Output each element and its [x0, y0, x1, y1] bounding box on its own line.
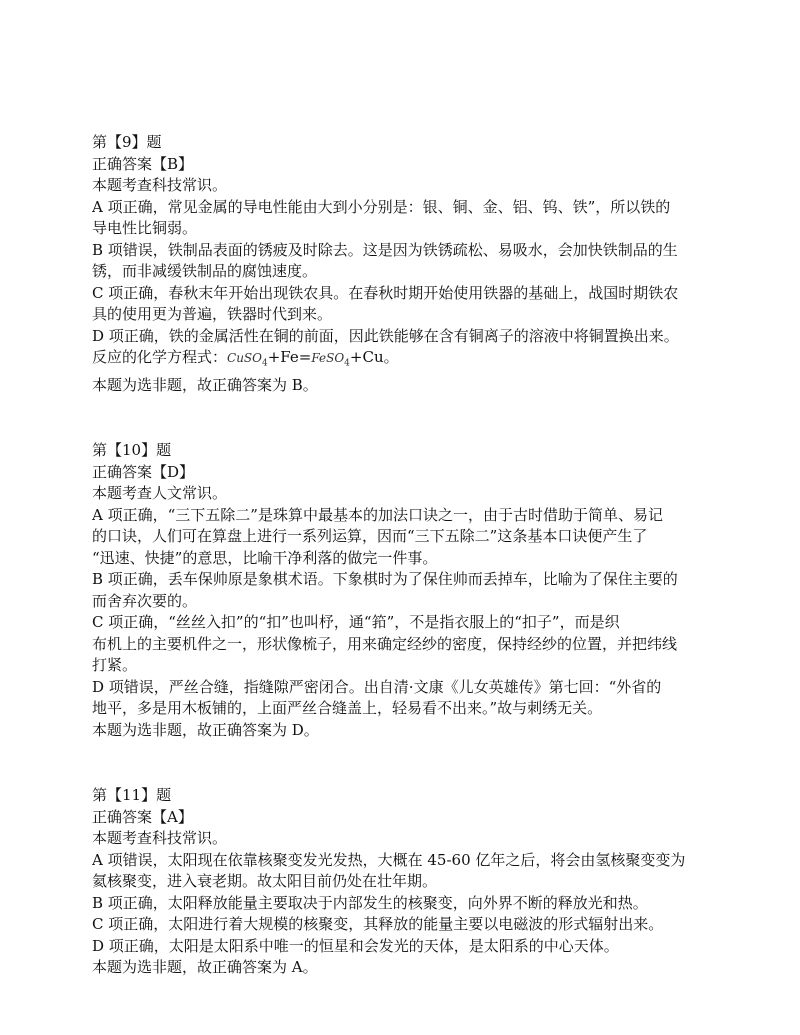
explanation-line: C 项正确，“丝丝入扣”的“扣”也叫杼，通“筘”，不是指衣服上的“扣子”，而是织 [92, 613, 620, 632]
explanation-line: 本题考查科技常识。 [92, 829, 228, 848]
explanation-line: C 项正确，春秋末年开始出现铁农具。在春秋时期开始使用铁器的基础上，战国时期铁农 [92, 283, 679, 302]
explanation-line: A 项正确，“三下五除二”是珠算中最基本的加法口诀之一，由于古时借助于简单、易记 [92, 505, 663, 524]
explanation-line: A 项错误，太阳现在依靠核聚变发光发热，大概在 45-60 亿年之后，将会由氢核聚变变为 [92, 850, 686, 869]
explanation-line: 而舍弃次要的。 [92, 591, 198, 610]
explanation-line: 锈，而非减缓铁制品的腐蚀速度。 [92, 262, 318, 280]
equation-mid: +Fe= [267, 348, 312, 366]
explanation-line: D 项正确，铁的金属活性在铜的前面，因此铁能够在含有铜离子的溶液中将铜置换出来。 [92, 326, 679, 345]
reactant-subscript: 4 [261, 358, 268, 369]
equation-prefix: 反应的化学方程式： [92, 348, 228, 366]
product-subscript: 4 [344, 358, 350, 369]
equation-suffix: +Cu。 [349, 348, 399, 366]
section-spacer [92, 396, 712, 440]
conclusion-line: 本题为选非题，故正确答案为 B。 [92, 375, 318, 394]
explanation-line: 本题考查人文常识。 [92, 484, 228, 503]
correct-answer: 正确答案【A】 [92, 807, 193, 826]
chemical-equation [92, 347, 712, 375]
question-9 [92, 132, 712, 396]
reactant-formula-text: CuSO [227, 351, 262, 365]
explanation-line: C 项正确，太阳进行着大规模的核聚变，其释放的能量主要以电磁波的形式辐射出来。 [92, 915, 664, 934]
correct-answer: 正确答案【D】 [92, 462, 195, 481]
question-title: 第【10】题 [92, 441, 172, 460]
explanation-line: D 项正确，太阳是太阳系中唯一的恒星和会发光的天体，是太阳系的中心天体。 [92, 936, 619, 955]
reactant-formula [227, 351, 268, 369]
correct-answer: 正确答案【B】 [92, 154, 194, 173]
question-10 [92, 440, 712, 741]
explanation-line: B 项正确，太阳释放能量主要取决于内部发生的核聚变，向外界不断的释放光和热。 [92, 893, 648, 912]
explanation-line: 本题考查科技常识。 [92, 176, 228, 194]
question-title: 第【9】题 [92, 133, 162, 151]
conclusion-line: 本题为选非题，故正确答案为 D。 [92, 720, 319, 739]
explanation-line: 地平，多是用木板铺的，上面严丝合缝盖上，轻易看不出来。”故与刺绣无关。 [92, 699, 603, 718]
explanation-line: D 项错误，严丝合缝，指缝隙严密闭合。出自清·文康《儿女英雄传》第七回：“外省的 [92, 677, 662, 696]
explanation-line: 的口诀，人们可在算盘上进行一系列运算，因而“三下五除二”这条基本口诀便产生了 [92, 527, 648, 546]
question-title: 第【11】题 [92, 786, 172, 805]
section-spacer [92, 741, 712, 785]
explanation-line: 氦核聚变，进入衰老期。故太阳目前仍处在壮年期。 [92, 872, 438, 891]
product-formula [311, 351, 350, 369]
explanation-line: A 项正确，常见金属的导电性能由大到小分别是：银、铜、金、铝、钨、铁”，所以铁的 [92, 197, 671, 216]
explanation-line: B 项错误，铁制品表面的锈疲及时除去。这是因为铁锈疏松、易吸水，会加快铁制品的生 [92, 240, 678, 259]
explanation-line: B 项正确，丢车保帅原是象棋术语。下象棋时为了保住帅而丢掉车，比喻为了保住主要的 [92, 570, 678, 589]
explanation-line: 布机上的主要机件之一，形状像梳子，用来确定经纱的密度，保持经纱的位置，并把纬线 [92, 634, 678, 653]
explanation-line: 导电性比铜弱。 [92, 219, 198, 237]
conclusion-line: 本题为选非题，故正确答案为 A。 [92, 958, 318, 977]
explanation-line: 打紧。 [92, 656, 138, 675]
product-formula-text: FeSO [311, 351, 345, 365]
explanation-line: 具的使用更为普遍，铁器时代到来。 [92, 305, 333, 323]
question-11 [92, 785, 712, 979]
explanation-line: “迅速、快捷”的意思，比喻干净利落的做完一件事。 [92, 548, 438, 567]
document-page [92, 132, 712, 979]
